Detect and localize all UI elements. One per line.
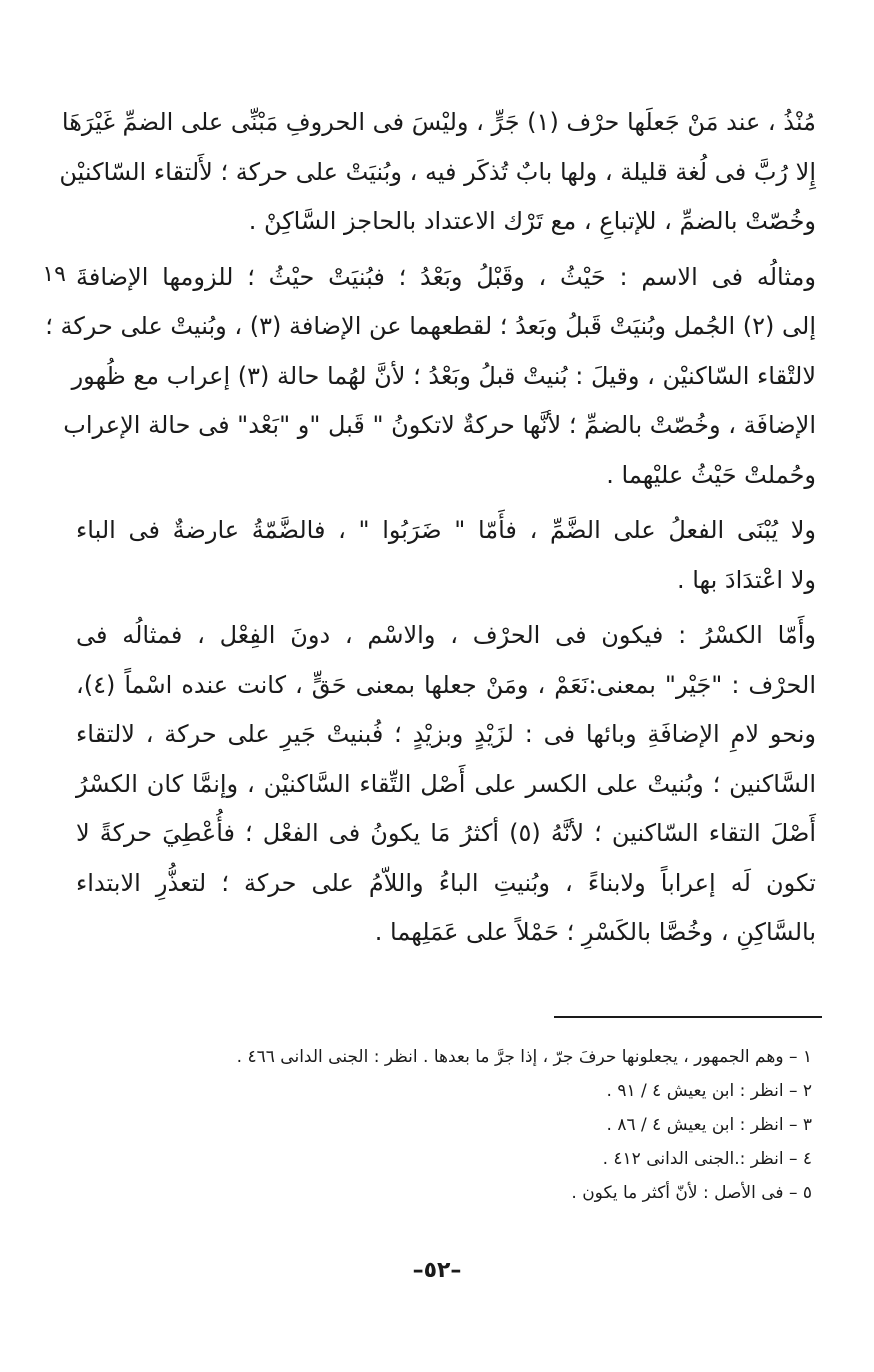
text-line: مُنْذُ ، عند مَنْ جَعلَها حرْف (١) جَرٍّ ، وليْسَ فى الحروفِ مَبْنِّى على الضمِّ غَيْرَهَا <box>61 108 816 136</box>
text-line: بالسَّاكِنِ ، وخُصَّا بالكَسْرِ ؛ حَمْلاً على عَمَلِهما . <box>374 918 816 946</box>
footnote: ٤ – انظر :.الجنى الدانى ٤١٢ . <box>602 1149 812 1169</box>
footnote: ٥ – فى الأصل : لأنّ أكثر ما يكون . <box>571 1183 812 1203</box>
paragraph <box>59 98 816 247</box>
text-line: ونحو لامِ الإضافَةِ وبائها فى : لزَيْدٍ وبزيْدٍ ؛ فُبنيتْ جَيرِ على حركة ، لالتقاء <box>76 720 816 748</box>
text-line: السَّاكنين ؛ وبُنيتْ على الكسر على أَصْل التِّقاء السَّاكنيْن ، وإنمَّا كان الكسْرُ <box>76 769 816 798</box>
text-line: إِلا رُبَّ فى لُغة قليلة ، ولها بابٌ تُذكَر فيه ، وبُنيَتْ على حركة ؛ لأَلتقاء السّاكنيْن <box>59 157 816 186</box>
text-line: تكون لَه إعراباً ولابناءً ، وبُنيتِ الباءُ واللاّمُ على حركة ؛ لتعذُّرِ الابتداء <box>76 868 816 897</box>
footnotes <box>92 1040 812 1210</box>
footnote: ١ – وهم الجمهور ، يجعلونها حرفَ جرّ ، إذا جرَّ ما بعدها . انظر : الجنى الدانى ٤٦٦ . <box>236 1047 812 1067</box>
paragraph <box>76 506 816 605</box>
footnote: ٣ – انظر : ابن يعيش ٤ / ٨٦ . <box>606 1115 812 1135</box>
text-line: لالتْقاء السّاكنيْن ، وقيلَ : بُنيتْ قبلُ وبَعْدُ ؛ لأنَّ لهُما حالة (٣) إعراب مع ظُهور <box>71 361 816 390</box>
text-line: وأَمّا الكسْرُ : فيكون فى الحرْف ، والاسْم ، دونَ الفِعْل ، فمثالُه فى <box>76 621 816 649</box>
text-line: إلى (٢) الجُمل وبُنيَتْ قَبلُ وبَعدُ ؛ لقطعهما عن الإضافة (٣) ، وبُنيتْ على حركة ؛ <box>45 312 816 340</box>
text-line: الإضافَة ، وخُصّتْ بالضمِّ ؛ لأنَّها حركةٌ لاتكونُ " قَبل "و "بَعْد" فى حالة الإعراب <box>63 411 816 439</box>
text-line: ومثالُه فى الاسم : حَيْثُ ، وقَبْلُ وبَعْدُ ؛ فبُنيَتْ حيْثُ ؛ للزومها الإضافةَ <box>76 262 816 291</box>
text-line: وحُملتْ حَيْثُ عليْهما . <box>606 460 816 489</box>
page-number: –٥٢– <box>412 1258 462 1283</box>
text-line: وخُصّتْ بالضمِّ ، للإتباعِ ، مع تَرْك الاعتداد بالحاجز السَّاكِنْ . <box>248 207 816 235</box>
text-line: ولا يُبْنَى الفعلُ على الضَّمِّ ، فأَمّا " ضَرَبُوا " ، فالضَّمّةُ عارضةٌ فى الباء <box>76 516 816 544</box>
text-line: أَصْلَ التقاء السّاكنين ؛ لأنَّهُ (٥) أكثرُ مَا يكونُ فى الفعْل ؛ فأُعْطِيَ حركةً لا <box>76 819 817 847</box>
footnote: ٢ – انظر : ابن يعيش ٤ / ٩١ . <box>606 1081 812 1101</box>
text-line: الحرْف : "جَيْر" بمعنى:نَعَمْ ، ومَنْ جعلها بمعنى حَقٍّ ، كانت عنده اسْماً (٤)، <box>76 670 816 699</box>
text-line: ولا اعْتدَادَ بها . <box>676 565 816 594</box>
paragraph <box>76 611 816 958</box>
footnote-separator <box>554 1016 822 1018</box>
margin-number: ١٩ <box>42 262 66 287</box>
